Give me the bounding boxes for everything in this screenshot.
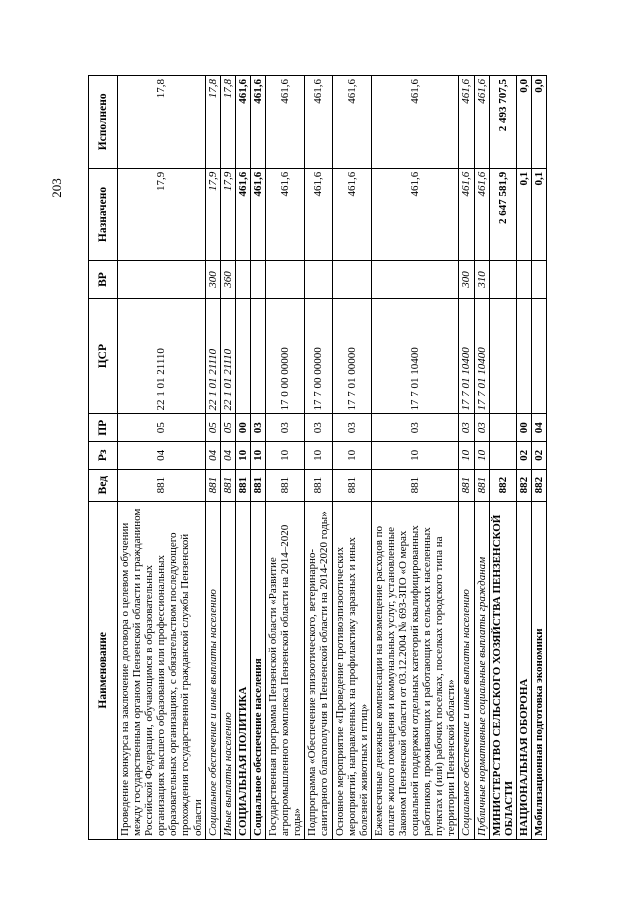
row-name: Проведение конкурса на заключение договора о целевом обучении между государственным органом Пензенской области и гражданином Российской Федерации, обучающимся в образовательных организациях высшего образования или профессиональных образовательных организациях, с обязательством последующего прохождения государственной гражданской службы Пензенской области (118, 501, 206, 839)
row-name: Государственная программа Пензенской области «Развитие агропромышленного комплекса Пензенской области на 2014–2020 годы» (266, 501, 305, 839)
row-csr: 17 7 01 10400 (474, 298, 489, 414)
table-row (531, 76, 546, 840)
row-rz: 10 (474, 442, 489, 470)
row-rz: 10 (235, 442, 250, 470)
row-name: СОЦИАЛЬНАЯ ПОЛИТИКА (235, 501, 250, 839)
table-row (250, 76, 265, 840)
row-assigned: 461,6 (305, 168, 332, 261)
row-executed: 2 493 707,5 (489, 76, 516, 169)
table-row (235, 76, 250, 840)
row-name: МИНИСТЕРСТВО СЕЛЬСКОГО ХОЗЯЙСТВА ПЕНЗЕНСКОЙ ОБЛАСТИ (489, 501, 516, 839)
row-rz: 02 (516, 442, 531, 470)
row-csr (516, 298, 531, 414)
row-pr: 05 (118, 414, 206, 442)
row-rz: 10 (459, 442, 474, 470)
table-row (266, 76, 305, 840)
row-pr: 03 (332, 414, 371, 442)
row-executed: 461,6 (371, 76, 459, 169)
row-executed: 461,6 (332, 76, 371, 169)
table-row (118, 76, 206, 840)
row-csr (489, 298, 516, 414)
row-vr (305, 261, 332, 298)
header-rz: Рз (89, 442, 118, 470)
row-executed: 461,6 (266, 76, 305, 169)
row-name: Подпрограмма «Обеспечение эпизоотического, ветеринарно-санитарного благополучия в Пензенской области на 2014-2020 годы» (305, 501, 332, 839)
row-vr (531, 261, 546, 298)
row-assigned: 0,1 (516, 168, 531, 261)
row-executed: 0,0 (516, 76, 531, 169)
row-name: Иные выплаты населению (220, 501, 235, 839)
row-pr (489, 414, 516, 442)
row-vr (489, 261, 516, 298)
row-assigned: 461,6 (371, 168, 459, 261)
row-rz: 04 (205, 442, 220, 470)
row-executed: 461,6 (305, 76, 332, 169)
row-assigned: 17,9 (220, 168, 235, 261)
row-csr (531, 298, 546, 414)
table-row (305, 76, 332, 840)
header-row (89, 76, 118, 840)
row-pr: 03 (305, 414, 332, 442)
header-ved: Вед (89, 469, 118, 501)
table-row (371, 76, 459, 840)
row-csr: 17 7 01 10400 (459, 298, 474, 414)
row-ved: 881 (235, 469, 250, 501)
row-vr (118, 261, 206, 298)
row-pr: 00 (516, 414, 531, 442)
row-csr: 22 1 01 21110 (205, 298, 220, 414)
row-assigned: 461,6 (266, 168, 305, 261)
row-vr (371, 261, 459, 298)
row-ved: 881 (205, 469, 220, 501)
table-row (489, 76, 516, 840)
row-assigned: 17,9 (205, 168, 220, 261)
row-assigned: 461,6 (459, 168, 474, 261)
row-rz: 04 (118, 442, 206, 470)
header-assigned: Назначено (89, 168, 118, 261)
header-vr: ВР (89, 261, 118, 298)
table-row (516, 76, 531, 840)
row-ved: 881 (371, 469, 459, 501)
row-name: Ежемесячные денежные компенсации на возмещение расходов по оплате жилого помещения и коммунальных услуг, установленные Законом Пензенской области от 03.12.2004 № 693-ЗПО «О мерах социальной поддержки отдельных категорий квалифицированных работников, проживающих и работающих в сельских населенных пунктах и (или) рабочих поселках, поселках городского типа на территории Пензенской области» (371, 501, 459, 839)
row-name: Основное мероприятие «Проведение противоэпизоотических мероприятий, направленных на профилактику заразных и иных болезней животных и птиц» (332, 501, 371, 839)
header-pr: ПР (89, 414, 118, 442)
row-assigned: 0,1 (531, 168, 546, 261)
row-pr: 03 (250, 414, 265, 442)
row-name: Публичные нормативные социальные выплаты гражданам (474, 501, 489, 839)
row-executed: 461,6 (459, 76, 474, 169)
row-vr (332, 261, 371, 298)
row-ved: 881 (332, 469, 371, 501)
row-pr: 00 (235, 414, 250, 442)
row-pr: 03 (459, 414, 474, 442)
row-csr: 17 7 00 00000 (305, 298, 332, 414)
page-number: 203 (49, 178, 64, 198)
row-assigned: 461,6 (474, 168, 489, 261)
row-ved: 881 (118, 469, 206, 501)
row-csr: 17 7 01 00000 (332, 298, 371, 414)
budget-table (88, 75, 547, 840)
row-name: Мобилизационная подготовка экономики (531, 501, 546, 839)
header-executed: Исполнено (89, 76, 118, 169)
row-csr: 17 0 00 00000 (266, 298, 305, 414)
row-executed: 461,6 (474, 76, 489, 169)
table-row (220, 76, 235, 840)
row-rz: 10 (250, 442, 265, 470)
row-assigned: 2 647 581,9 (489, 168, 516, 261)
header-csr: ЦСР (89, 298, 118, 414)
row-ved: 881 (220, 469, 235, 501)
row-csr: 22 1 01 21110 (118, 298, 206, 414)
row-assigned: 461,6 (250, 168, 265, 261)
row-csr (250, 298, 265, 414)
row-vr (250, 261, 265, 298)
row-rz: 02 (531, 442, 546, 470)
row-pr: 03 (266, 414, 305, 442)
row-vr (266, 261, 305, 298)
row-vr: 360 (220, 261, 235, 298)
table-row (205, 76, 220, 840)
row-ved: 882 (489, 469, 516, 501)
row-rz: 10 (332, 442, 371, 470)
row-csr: 17 7 01 10400 (371, 298, 459, 414)
row-assigned: 17,9 (118, 168, 206, 261)
row-vr: 300 (205, 261, 220, 298)
row-executed: 17,8 (205, 76, 220, 169)
row-name: НАЦИОНАЛЬНАЯ ОБОРОНА (516, 501, 531, 839)
table-row (474, 76, 489, 840)
row-name: Социальное обеспечение населения (250, 501, 265, 839)
row-ved: 881 (474, 469, 489, 501)
row-vr (516, 261, 531, 298)
row-vr: 300 (459, 261, 474, 298)
row-name: Социальное обеспечение и иные выплаты населению (205, 501, 220, 839)
table-row (459, 76, 474, 840)
row-rz: 10 (305, 442, 332, 470)
row-ved: 881 (266, 469, 305, 501)
row-assigned: 461,6 (235, 168, 250, 261)
row-assigned: 461,6 (332, 168, 371, 261)
row-vr (235, 261, 250, 298)
row-executed: 17,8 (118, 76, 206, 169)
row-ved: 881 (250, 469, 265, 501)
row-ved: 882 (531, 469, 546, 501)
row-pr: 05 (220, 414, 235, 442)
row-executed: 461,6 (250, 76, 265, 169)
row-ved: 881 (305, 469, 332, 501)
row-rz: 10 (371, 442, 459, 470)
row-pr: 03 (474, 414, 489, 442)
row-ved: 881 (459, 469, 474, 501)
row-vr: 310 (474, 261, 489, 298)
rotated-table-container (88, 75, 545, 840)
row-csr (235, 298, 250, 414)
row-ved: 882 (516, 469, 531, 501)
row-executed: 17,8 (220, 76, 235, 169)
row-executed: 461,6 (235, 76, 250, 169)
row-name: Социальное обеспечение и иные выплаты населению (459, 501, 474, 839)
table-row (332, 76, 371, 840)
header-name: Наименование (89, 501, 118, 839)
row-pr: 04 (531, 414, 546, 442)
row-rz (489, 442, 516, 470)
row-executed: 0,0 (531, 76, 546, 169)
row-pr: 05 (205, 414, 220, 442)
row-pr: 03 (371, 414, 459, 442)
row-rz: 10 (266, 442, 305, 470)
row-csr: 22 1 01 21110 (220, 298, 235, 414)
row-rz: 04 (220, 442, 235, 470)
